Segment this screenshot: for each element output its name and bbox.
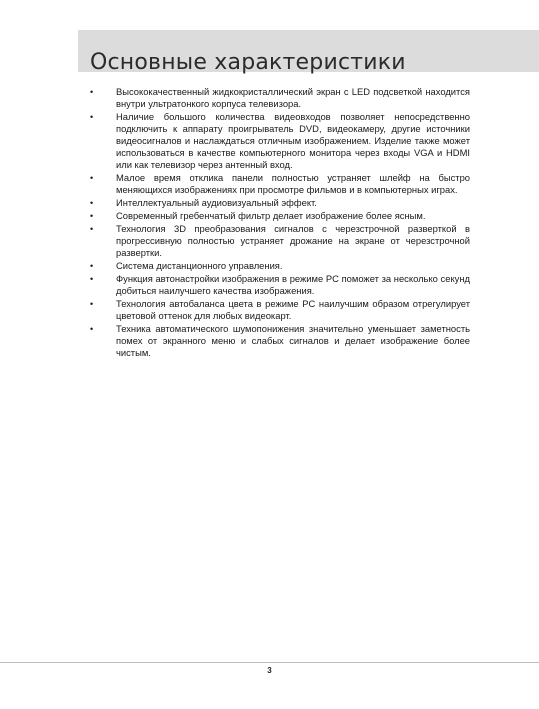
bullet-icon: •	[90, 224, 94, 235]
feature-item	[90, 273, 470, 297]
bullet-icon: •	[90, 87, 94, 97]
bullet-icon: •	[90, 111, 94, 122]
feature-text: Интеллектуальный аудиовизуальный эффект.	[116, 197, 317, 209]
bullet-icon: •	[90, 211, 94, 222]
bullet-icon: •	[90, 298, 94, 309]
bullet-icon: •	[90, 198, 94, 209]
feature-text: Современный гребенчатый фильтр делает изображение более ясным.	[116, 210, 426, 222]
feature-text: Функция автонастройки изображения в режиме PC поможет за несколько секунд добиться наилучшего качества изображения.	[116, 272, 470, 297]
bullet-icon: •	[90, 323, 94, 334]
feature-text: Малое время отклика панели полностью устраняет шлейф на быстро меняющихся изображениях при просмотре фильмов и в компьютерных играх.	[116, 172, 470, 196]
bullet-icon: •	[90, 173, 94, 184]
footer-divider	[0, 662, 539, 663]
feature-item	[90, 260, 470, 272]
bullet-icon: •	[90, 261, 94, 272]
feature-text: Технология 3D преобразования сигналов с черезстрочной разверткой в прогрессивную полностью устраняет дрожание на экране от черезстрочной развертки.	[116, 223, 470, 259]
feature-item	[90, 210, 470, 222]
page-title: Основные характеристики	[90, 49, 406, 75]
bullet-icon: •	[90, 273, 94, 284]
feature-item	[90, 111, 470, 171]
feature-text: Наличие большого количества видеовходов позволяет непосредственно подключить к аппарату проигрыватель DVD, видеокамеру, другие источники видеосигналов и наслаждаться отличным изображением. Изделие также может использоваться в качестве компьютерного монитора через входы VGA и HDMI или как телевизор через антенный вход.	[116, 110, 470, 171]
feature-item	[90, 197, 470, 209]
feature-item	[90, 223, 470, 259]
feature-item	[90, 86, 470, 110]
feature-item	[90, 172, 470, 196]
feature-item	[90, 298, 470, 322]
feature-text: Система дистанционного управления.	[116, 260, 283, 272]
feature-list	[90, 86, 470, 360]
feature-item	[90, 323, 470, 359]
page-number: 3	[267, 666, 272, 675]
feature-text: Высококачественный жидкокристаллический экран с LED подсветкой находится внутри ультратонкого корпуса телевизора.	[116, 86, 470, 110]
feature-text: Техника автоматического шумопонижения значительно уменьшает заметность помех от экранного меню и слабых сигналов и делает изображение более чистым.	[116, 322, 470, 359]
feature-text: Технология автобаланса цвета в режиме PC наилучшим образом отрегулирует цветовой оттенок для любых видеокарт.	[116, 297, 470, 322]
